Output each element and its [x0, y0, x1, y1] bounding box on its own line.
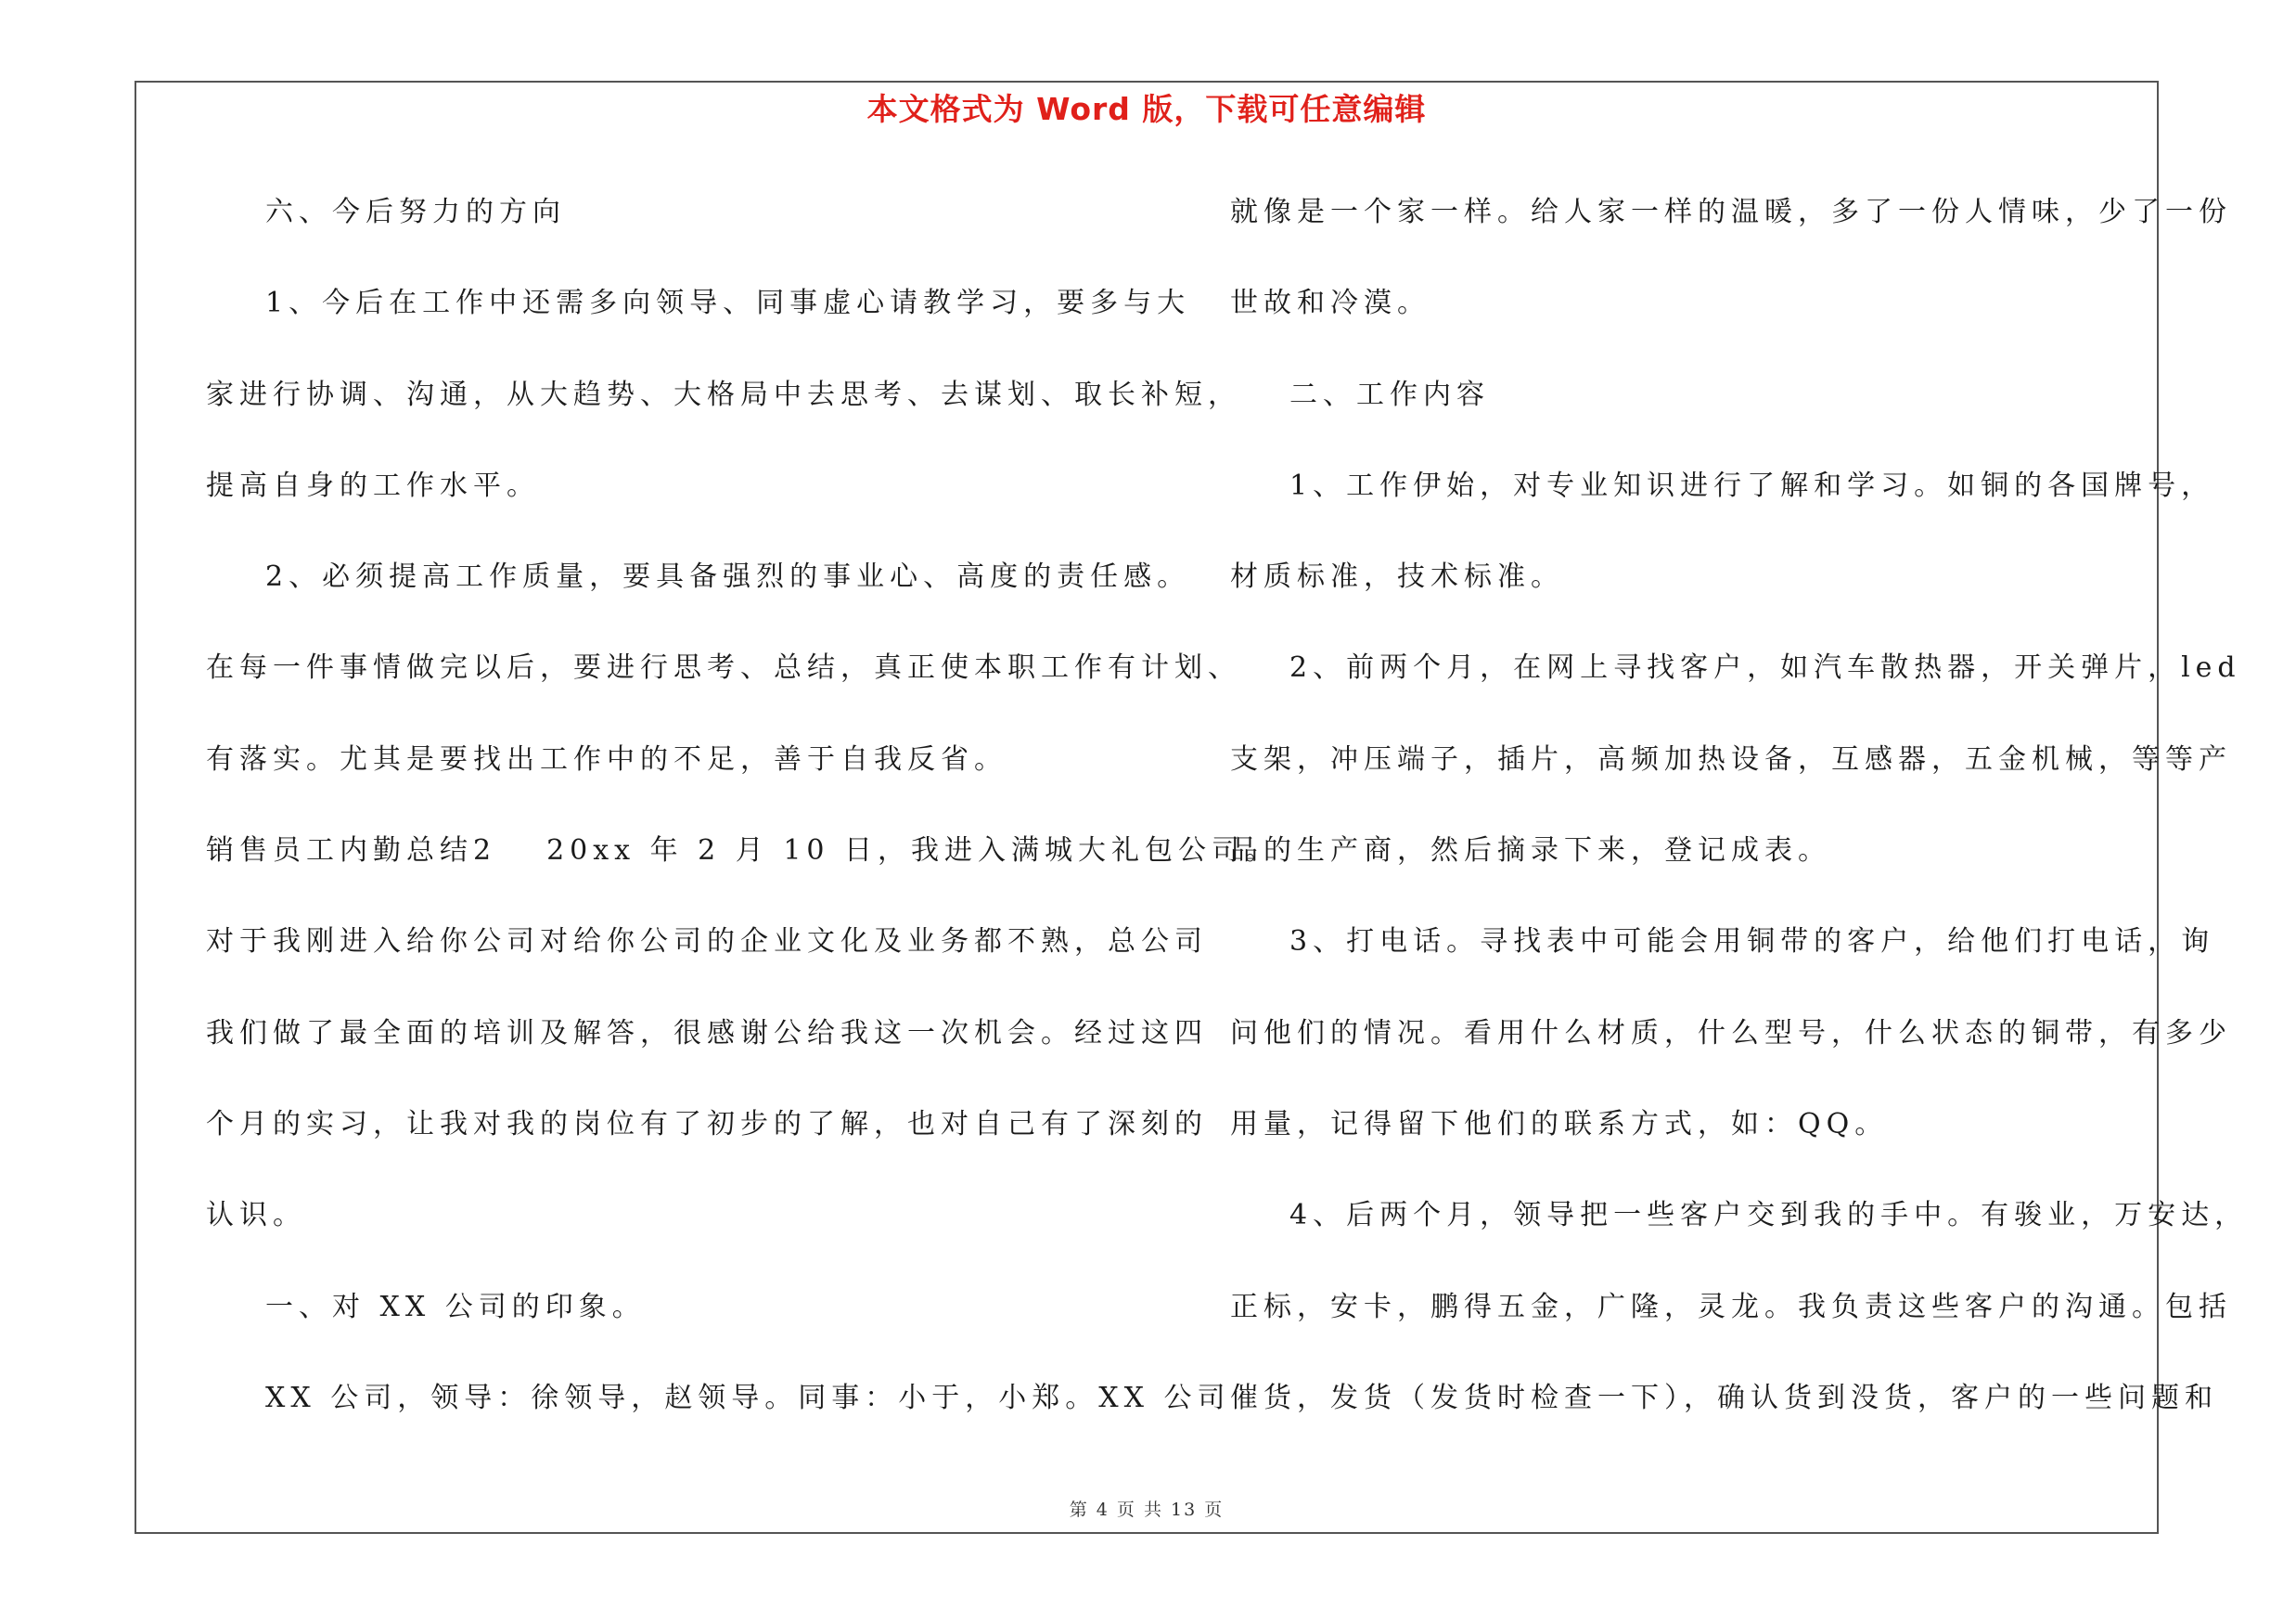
text-line: 1、工作伊始，对专业知识进行了解和学习。如铜的各国牌号， — [1289, 469, 2215, 502]
text-line: 2、必须提高工作质量，要具备强烈的事业心、高度的责任感。 — [265, 560, 1191, 594]
text-line: 问他们的情况。看用什么材质，什么型号，什么状态的铜带，有多少 — [1230, 1016, 2232, 1050]
text-line: 我们做了最全面的培训及解答，很感谢公给我这一次机会。经过这四 — [206, 1016, 1208, 1050]
text-line: 认识。 — [206, 1199, 306, 1232]
text-line: 家进行协调、沟通，从大趋势、大格局中去思考、去谋划、取长补短， — [206, 378, 1241, 411]
section-title-line — [206, 820, 1279, 911]
text-line: 正标，安卡，鹏得五金，广隆，灵龙。我负责这些客户的沟通。包括 — [1230, 1290, 2232, 1323]
text-line: 世故和冷漠。 — [1230, 287, 1430, 320]
text-line: 提高自身的工作水平。 — [206, 469, 540, 502]
text-line: 个月的实习，让我对我的岗位有了初步的了解，也对自己有了深刻的 — [206, 1107, 1208, 1140]
text-line: 3、打电话。寻找表中可能会用铜带的客户，给他们打电话，询 — [1289, 925, 2215, 959]
text-line: 品的生产商，然后摘录下来，登记成表。 — [1230, 834, 1831, 868]
text-line: 材质标准，技术标准。 — [1230, 560, 1564, 594]
document-title: 销售员工内勤总结2 — [206, 834, 497, 868]
text-line: 支架，冲压端子，插片，高频加热设备，互感器，五金机械，等等产 — [1230, 742, 2232, 776]
text-line: 六、今后努力的方向 — [265, 196, 566, 228]
format-banner: 本文格式为 Word 版，下载可任意编辑 — [866, 91, 1427, 127]
text-line: 1、今后在工作中还需多向领导、同事虚心请教学习，要多与大 — [265, 287, 1191, 320]
text-line: 有落实。尤其是要找出工作中的不足，善于自我反省。 — [206, 742, 1007, 776]
text-line: 就像是一个家一样。给人家一样的温暖，多了一份人情味，少了一份 — [1230, 196, 2232, 228]
text-line: 在每一件事情做完以后，要进行思考、总结，真正使本职工作有计划、 — [206, 651, 1241, 685]
text-line: 二、工作内容 — [1289, 378, 1490, 411]
text-line: 对于我刚进入给你公司对给你公司的企业文化及业务都不熟，总公司 — [206, 925, 1208, 959]
text-line: 催货，发货（发货时检查一下），确认货到没货，客户的一些问题和 — [1230, 1381, 2218, 1414]
page-number: 第 4 页 共 13 页 — [1069, 1500, 1225, 1520]
text-line: 20xx 年 2 月 10 日，我进入满城大礼包公司。 — [546, 834, 1279, 868]
text-line: 一、对 XX 公司的印象。 — [265, 1290, 646, 1323]
text-line: 用量，记得留下他们的联系方式，如：QQ。 — [1230, 1107, 1889, 1140]
text-line: 2、前两个月，在网上寻找客户，如汽车散热器，开关弹片，led — [1289, 651, 2241, 685]
left-column — [206, 182, 1279, 1459]
text-line: 4、后两个月，领导把一些客户交到我的手中。有骏业，万安达， — [1289, 1199, 2249, 1232]
right-column — [1230, 182, 2249, 1459]
text-line: XX 公司，领导：徐领导，赵领导。同事：小于，小郑。XX 公司 — [265, 1381, 1231, 1414]
